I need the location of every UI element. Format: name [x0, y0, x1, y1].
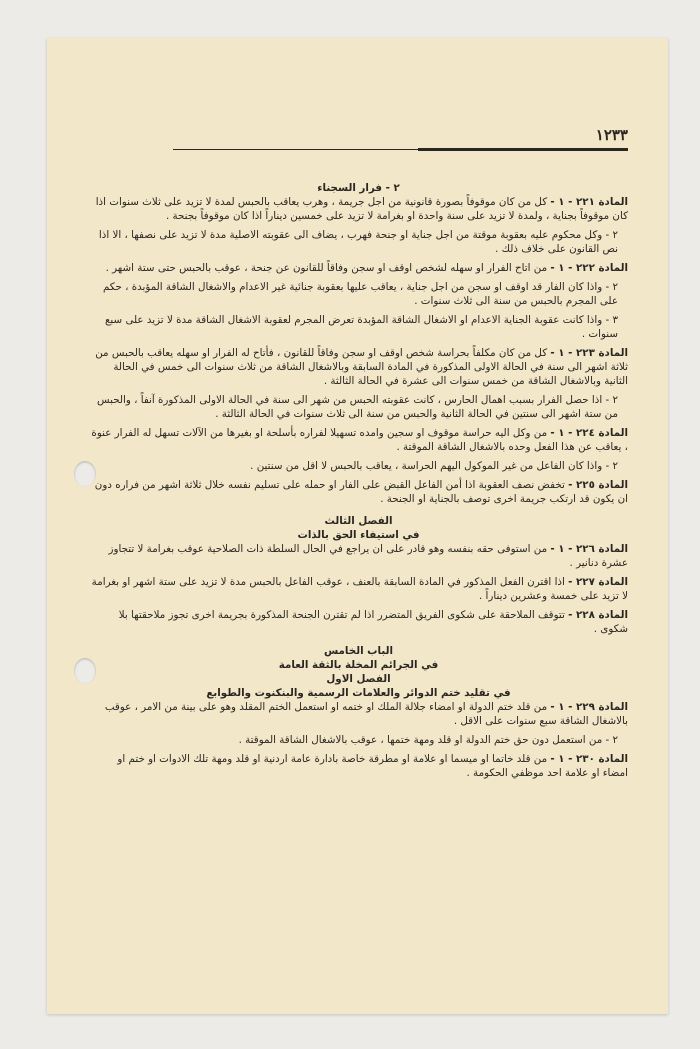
article-225 [89, 478, 628, 506]
article-229 [89, 700, 628, 728]
article-ref: المادة ٢٢٣ - ١ - [550, 347, 628, 359]
article-subsection: ٢ - وكل محكوم عليه بعقوبة موقتة من اجل جناية او جنحة فهرب ، يضاف الى عقوبته الاصلية مدة لا تزيد على نصفها ، الا اذا نص القانون على خلاف ذلك . [98, 229, 618, 255]
article-text: من قلد ختم الدولة او امضاء جلالة الملك او ختمه او استعمل الختم المقلد وهو على بينة من الامر ، عوقب بالاشغال الشاقة سبع سنوات على الاقل . [104, 701, 628, 727]
document-body [89, 181, 628, 785]
article-text: اذا اقترن الفعل المذكور في المادة السابقة بالعنف ، عوقب الفاعل بالحبس مدة لا تزيد على ستة اشهر او بغرامة لا تزيد على خمسة وعشرين ديناراً . [91, 576, 628, 602]
article-226 [89, 542, 628, 570]
article-223 [89, 346, 628, 388]
article-ref: المادة ٢٢٩ - ١ - [550, 701, 628, 713]
article-ref: المادة ٢٢٤ - ١ - [550, 427, 628, 439]
article-222 [89, 261, 628, 275]
chapter-subheading: في تقليد ختم الدوائر والعلامات الرسمية والبنكنوت والطوابع [206, 687, 511, 699]
article-227 [89, 575, 628, 603]
article-ref: المادة ٢٢٦ - ١ - [550, 543, 628, 555]
article-text: كل من كان موقوفاً بصورة قانونية من اجل جريمة ، وهرب يعاقب بالحبس لمدة لا تزيد على ثلاث سنوات اذا كان موقوفاً بجناية ، ولمدة لا تزيد على سنة واحدة او بغرامة لا تزيد على خمسين ديناراً اذا كان موقوفاً بجنحة . [95, 196, 628, 222]
article-text: من اتاح الفرار او سهله لشخص اوقف او سجن وفاقاً للقانون عن جنحة ، عوقب بالحبس حتى ستة اشهر . [105, 262, 548, 274]
article-text: من قلد خاتما او ميسما او علامة او مطرقة خاصة بادارة عامة اردنية او قلد ومهة تلك الادوات او ختم او امضاء او علامة احد موظفي الحكومة . [117, 753, 628, 779]
chapter-heading: الفصل الثالث [324, 515, 393, 527]
article-subsection: ٢ - اذا حصل الفرار بسبب اهمال الحارس ، كانت عقوبته الحبس من شهر الى سنة في الحالة الاولى المذكورة آنفاً ، والحبس من ستة اشهر الى سنتين في الحالة الثانية والحبس من سنة الى ثلاث سنوات في الحالة الثالثة . [96, 394, 618, 420]
article-text: تتوقف الملاحقة على شكوى الفريق المتضرر اذا لم تقترن الجنحة المذكورة بجريمة اخرى تجوز ملاحقتها بلا شكوى . [118, 609, 628, 635]
article-text: من وكل اليه حراسة موقوف او سجين وامده تسهيلا لفراره بأسلحة او بغيرها من الآلات تسهل له الفرار عنوة ، يعاقب عن هذا الفعل وحده بالاشغال الشاقة الموقتة . [91, 427, 628, 453]
article-ref: المادة ٢٣٠ - ١ - [550, 753, 628, 765]
article-subsection: ٢ - من استعمل دون حق ختم الدولة او قلد ومهة ختمها ، عوقب بالاشغال الشاقة الموقتة . [238, 734, 618, 746]
article-221 [89, 195, 628, 223]
article-text: كل من كان مكلفاً بحراسة شخص اوقف او سجن وفاقاً للقانون ، فأتاح له الفرار او سهله يعاقب بالحبس من ثلاثة اشهر الى سنة في الحالة الاولى المذكورة في المادة السابقة وبالاشغال الشاقة من ثلاث سنوات الى خمس في الحالة الثانية وبالاشغال الشاقة من خمس سنوات الى عشرة في الحالة الثالثة . [95, 347, 628, 387]
chapter-heading: الفصل الاول [326, 673, 391, 685]
article-text: تخفض نصف العقوبة اذا أمن الفاعل القبض على الفار او حمله على تسليم نفسه خلال ثلاثة اشهر من فراره دون ان يكون قد ارتكب جريمة اخرى توصف بالجناية او الجنحة . [94, 479, 628, 505]
article-subsection: ٢ - واذا كان الفار قد اوقف او سجن من اجل جناية ، يعاقب عليها بعقوبة جنائية غير الاعدام والاشغال الشاقة المؤبدة ، حكم على المجرم بالحبس من سنة الى ثلاث سنوات . [102, 281, 618, 307]
chapter-subheading: في استيفاء الحق بالذات [297, 529, 420, 541]
article-ref: المادة ٢٢١ - ١ - [550, 196, 628, 208]
article-subsection: ٣ - واذا كانت عقوبة الجناية الاعدام او الاشغال الشاقة المؤبدة تعرض المجرم لعقوبة الاشغال الشاقة مدة لا تزيد على سبع سنوات . [104, 314, 618, 340]
article-text: من استوفى حقه بنفسه وهو قادر على ان يراجع في الحال السلطة ذات الصلاحية عوقب بغرامة لا تتجاوز عشرة دنانير . [108, 543, 628, 569]
article-ref: المادة ٢٢٨ - [568, 609, 628, 621]
document-page [47, 38, 668, 1014]
article-230 [89, 752, 628, 780]
header-rule-thin [173, 149, 418, 150]
part-subheading: في الجرائم المخلة بالثقة العامة [278, 659, 439, 671]
header-rule [418, 148, 628, 151]
page-number: ١٢٣٣ [595, 126, 628, 144]
heading: ٢ - فرار السجناء [317, 182, 400, 194]
article-ref: المادة ٢٢٢ - ١ - [550, 262, 628, 274]
article-228 [89, 608, 628, 636]
article-ref: المادة ٢٢٥ - [568, 479, 628, 491]
part-heading: الباب الخامس [323, 645, 393, 657]
article-224 [89, 426, 628, 454]
article-ref: المادة ٢٢٧ - [568, 576, 628, 588]
article-subsection: ٢ - واذا كان الفاعل من غير الموكول اليهم الحراسة ، يعاقب بالحبس لا اقل من سنتين . [250, 460, 618, 472]
